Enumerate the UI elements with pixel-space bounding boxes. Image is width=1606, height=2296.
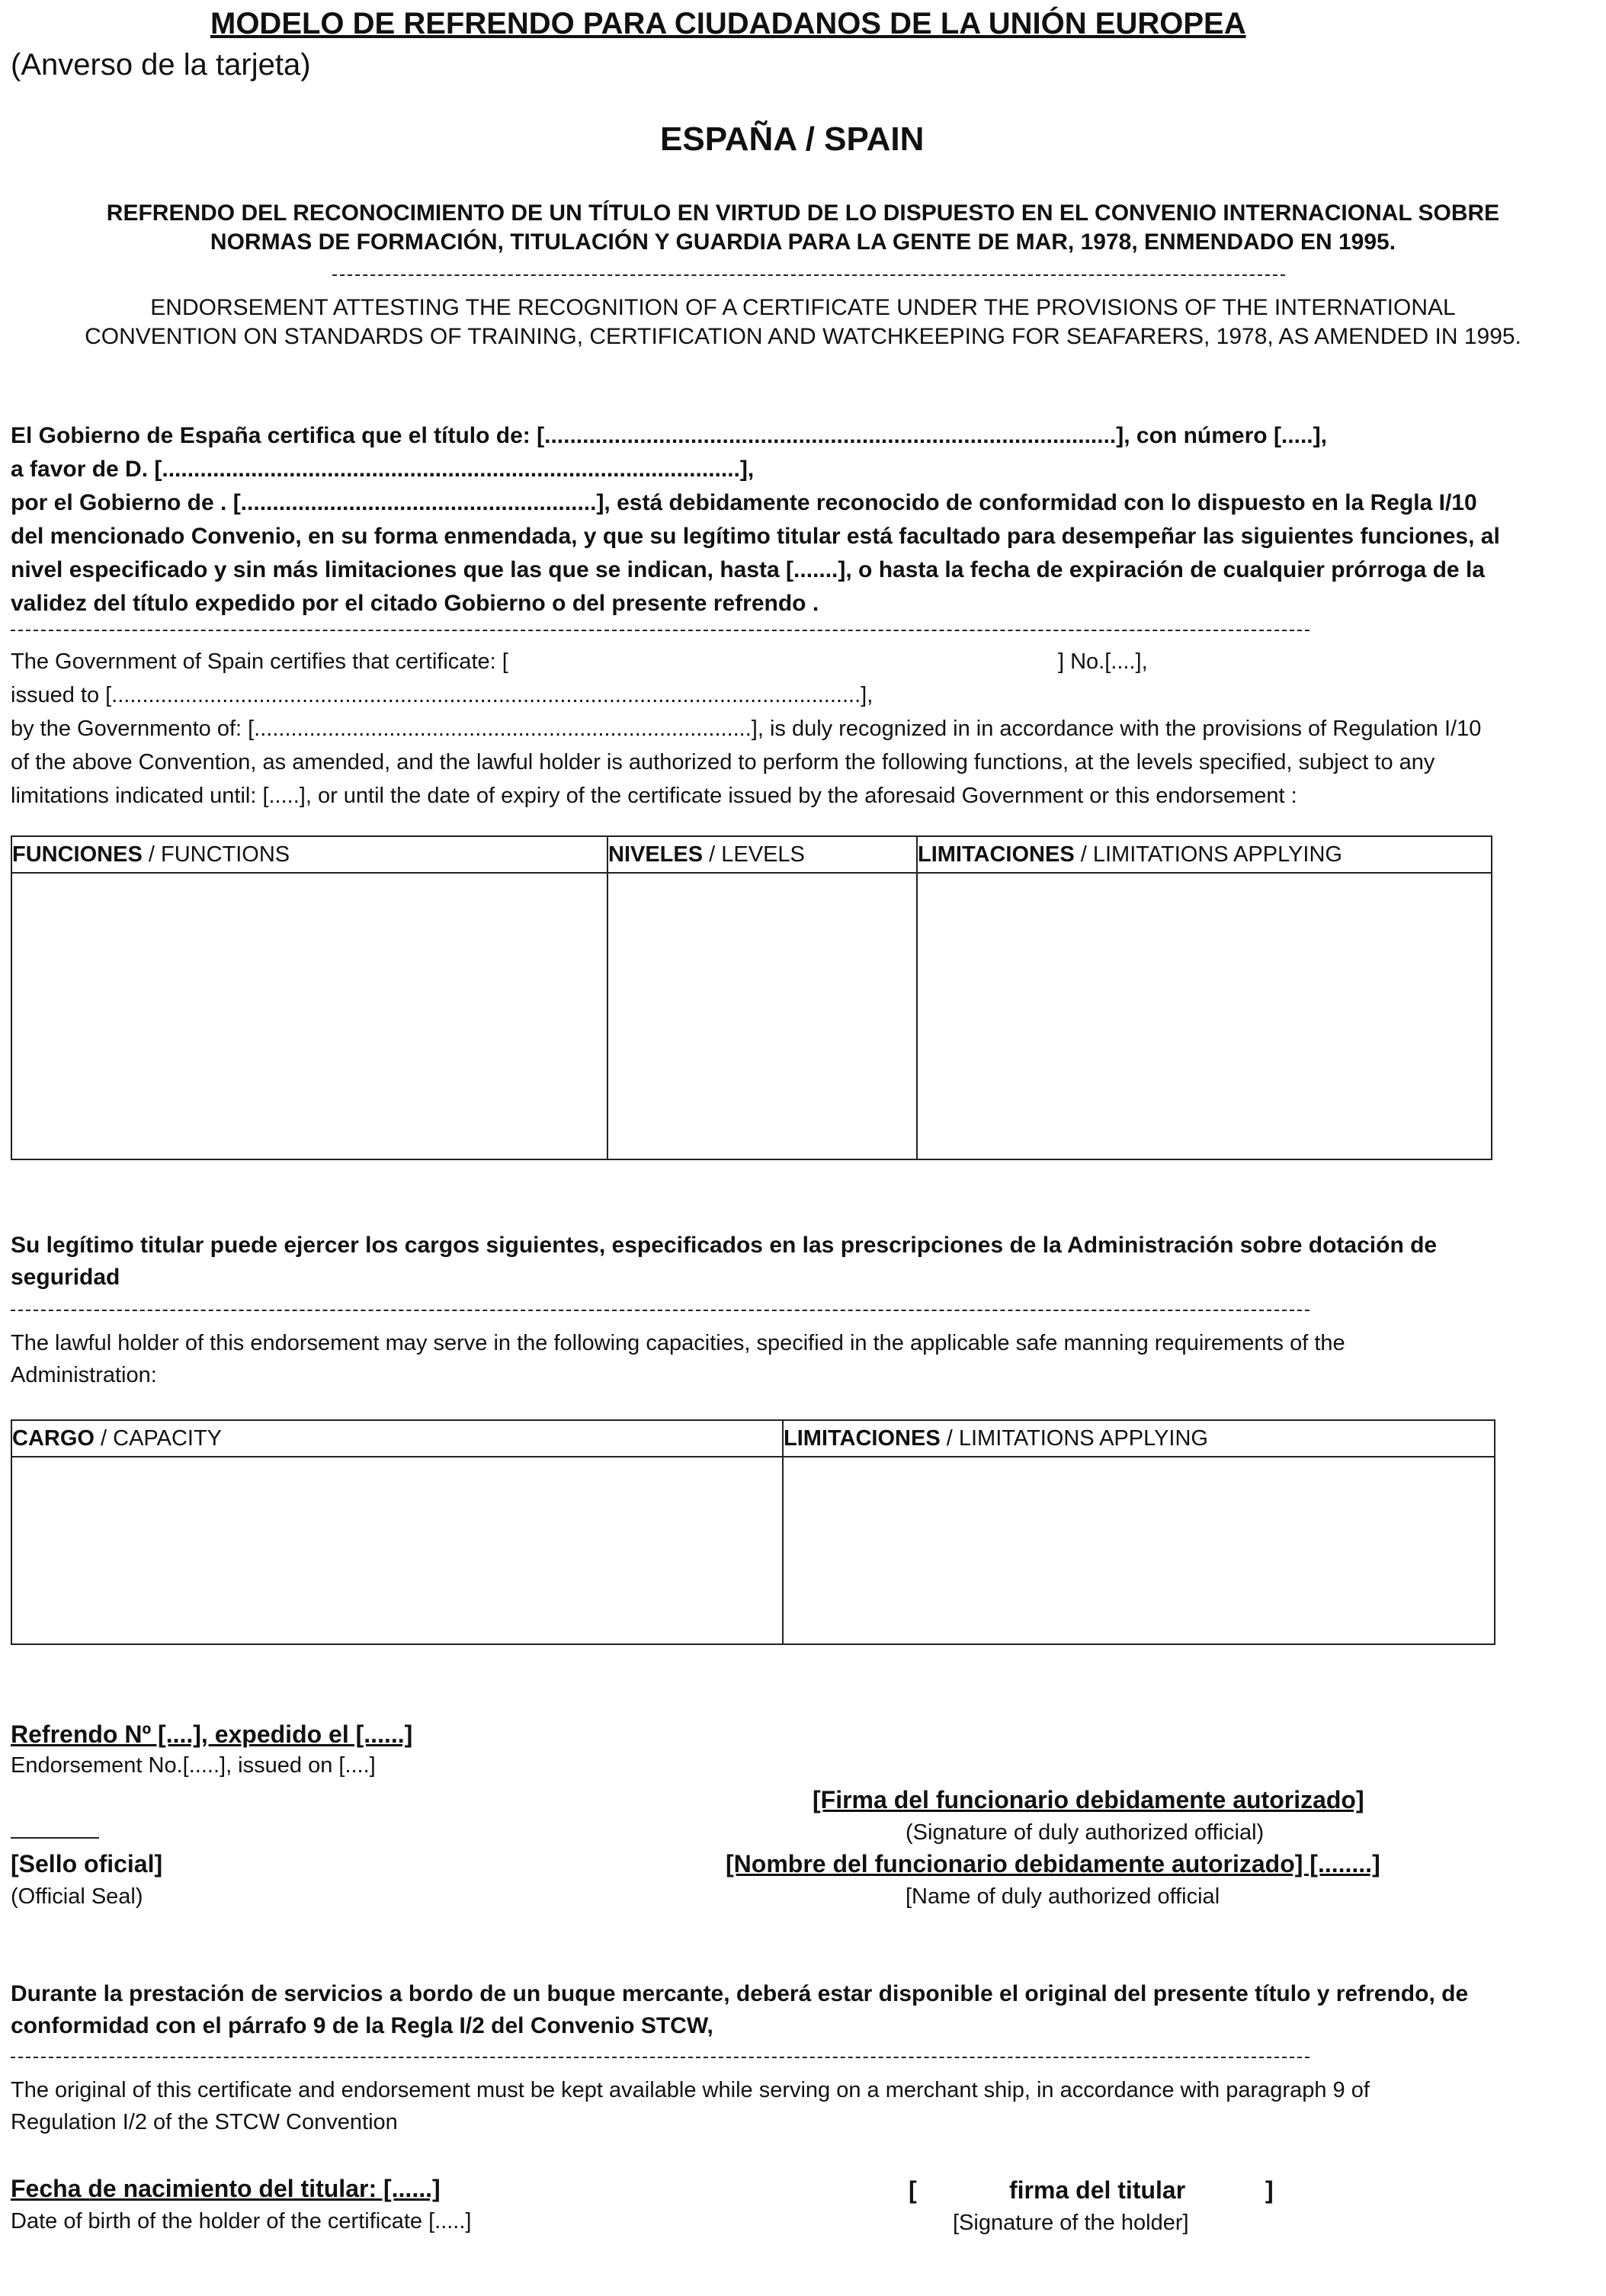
holder-dob-en: Date of birth of the holder of the certificate [.....] xyxy=(11,2209,472,2233)
official-signature-es: [Firma del funcionario debidamente autorizado] xyxy=(813,1786,1364,1813)
original-en-line2: Regulation I/2 of the STCW Convention xyxy=(11,2110,398,2134)
document-title: MODELO DE REFRENDO PARA CIUDADANOS DE LA UNIÓN EUROPEA xyxy=(210,7,1246,40)
limitations-header: LIMITACIONES / LIMITATIONS APPLYING xyxy=(917,836,1492,873)
functions-header: FUNCIONES / FUNCTIONS xyxy=(11,836,607,873)
capacities-es-line2: seguridad xyxy=(11,1265,120,1290)
cert-es-line1: El Gobierno de España certifica que el título de: [..........................................................................................], con número [.....], xyxy=(11,423,1327,448)
capacity-header: CARGO / CAPACITY xyxy=(11,1420,783,1457)
cert-es-line3: por el Gobierno de . [........................................................], está debidamente reconocido de conformidad con lo dispuesto en la Regla I/10 xyxy=(11,490,1477,515)
endorsement-number-es: Refrendo Nº [....], expedido el [......] xyxy=(11,1720,413,1748)
holder-signature-es xyxy=(909,2174,1274,2206)
capacities-en-line2: Administration: xyxy=(11,1363,157,1387)
cert-en-line1b: ] No.[....], xyxy=(1058,649,1148,674)
functions-cell[interactable] xyxy=(11,873,607,1159)
table-row xyxy=(11,873,1492,1159)
holder-dob-es: Fecha de nacimiento del titular: [......] xyxy=(11,2175,441,2202)
cert-es-line5: nivel especificado y sin más limitaciones que las que se indican, hasta [.......], o hasta la fecha de expiración de cualquier prórroga de la xyxy=(11,557,1485,582)
table-header-row xyxy=(11,1420,1495,1457)
official-seal-en: (Official Seal) xyxy=(11,1884,143,1909)
recognition-en-line1: ENDORSEMENT ATTESTING THE RECOGNITION OF A CERTIFICATE UNDER THE PROVISIONS OF THE INTERNATIONAL xyxy=(150,295,1456,320)
capacity-table xyxy=(11,1419,1495,1645)
cert-en-line4: of the above Convention, as amended, and the lawful holder is authorized to perform the following functions, at the levels specified, subject to any xyxy=(11,750,1435,774)
document-subtitle: (Anverso de la tarjeta) xyxy=(11,48,311,82)
cert-es-line2: a favor de D. [...........................................................................................], xyxy=(11,457,755,482)
cert-en-line5: limitations indicated until: [.....], or until the date of expiry of the certificate issued by the aforesaid Government or this endorsement : xyxy=(11,784,1297,808)
official-name-es: [Nombre del funcionario debidamente autorizado] [........] xyxy=(726,1850,1380,1878)
official-signature-en: (Signature of duly authorized official) xyxy=(906,1820,1265,1845)
original-en-line1: The original of this certificate and endorsement must be kept available while serving on a merchant ship, in accordance with paragraph 9 of xyxy=(11,2078,1370,2102)
cert-es-line6: validez del título expedido por el citado Gobierno o del presente refrendo . xyxy=(11,591,819,616)
separator xyxy=(11,630,1309,631)
table-header-row xyxy=(11,836,1492,873)
holder-signature-en: [Signature of the holder] xyxy=(953,2211,1189,2235)
cert-es-line4: del mencionado Convenio, en su forma enmendada, y que su legítimo titular está facultado para desempeñar las siguientes funciones, al xyxy=(11,524,1500,549)
official-seal-es: [Sello oficial] xyxy=(11,1850,163,1878)
cert-en-line3: by the Governmento of: [.................................................................................], is duly recognized in in accordance with the provisions of Regulation I/10 xyxy=(11,717,1482,741)
separator xyxy=(11,2057,1309,2058)
limitations-cell[interactable] xyxy=(917,873,1492,1159)
country-heading: ESPAÑA / SPAIN xyxy=(660,120,925,158)
capacities-en-line1: The lawful holder of this endorsement may serve in the following capacities, specified in the applicable safe manning requirements of the xyxy=(11,1331,1345,1355)
capacity-cell[interactable] xyxy=(11,1457,783,1644)
limitations-cell[interactable] xyxy=(783,1457,1495,1644)
holder-signature-label: firma del titular xyxy=(1009,2176,1186,2204)
bracket-close: ] xyxy=(1265,2176,1274,2204)
original-es-line2: conformidad con el párrafo 9 de la Regla I/2 del Convenio STCW, xyxy=(11,2013,713,2038)
recognition-es-line1: REFRENDO DEL RECONOCIMIENTO DE UN TÍTULO EN VIRTUD DE LO DISPUESTO EN EL CONVENIO INTERNACIONAL SOBRE xyxy=(106,200,1500,226)
seal-line xyxy=(11,1837,99,1839)
recognition-en-line2: CONVENTION ON STANDARDS OF TRAINING, CERTIFICATION AND WATCHKEEPING FOR SEAFARERS, 1978, AS AMENDED IN 1995. xyxy=(85,324,1521,349)
bracket-open: [ xyxy=(909,2176,917,2204)
levels-header: NIVELES / LEVELS xyxy=(607,836,917,873)
cert-en-line2: issued to [..........................................................................................................................], xyxy=(11,683,874,707)
cert-en-line1a: The Government of Spain certifies that certificate: [ xyxy=(11,649,508,674)
endorsement-number-en: Endorsement No.[.....], issued on [....] xyxy=(11,1753,376,1778)
recognition-es-line2: NORMAS DE FORMACIÓN, TITULACIÓN Y GUARDIA PARA LA GENTE DE MAR, 1978, ENMENDADO EN 1995. xyxy=(210,229,1396,255)
official-name-en: [Name of duly authorized official xyxy=(906,1884,1220,1909)
table-row xyxy=(11,1457,1495,1644)
capacities-es-line1: Su legítimo titular puede ejercer los cargos siguientes, especificados en las prescripciones de la Administración sobre dotación de xyxy=(11,1233,1438,1258)
functions-table xyxy=(11,835,1492,1160)
separator xyxy=(332,274,1285,276)
levels-cell[interactable] xyxy=(607,873,917,1159)
original-es-line1: Durante la prestación de servicios a bordo de un buque mercante, deberá estar disponible el original del presente título y refrendo, de xyxy=(11,1981,1469,2006)
limitations-header: LIMITACIONES / LIMITATIONS APPLYING xyxy=(783,1420,1495,1457)
separator xyxy=(11,1310,1309,1311)
